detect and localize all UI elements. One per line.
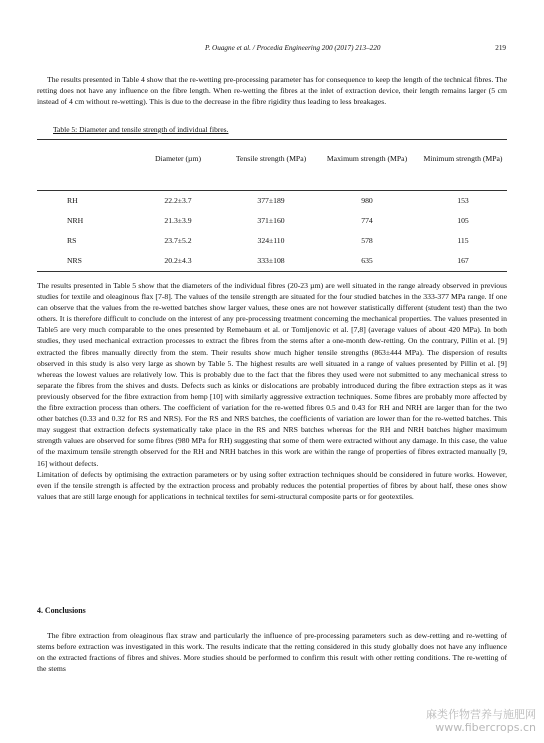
table-cell: 20.2±4.3 — [164, 255, 192, 265]
body-text: Limitation of defects by optimising the extraction parameters or by using softer extraction techniques should be considered in future works. However, even if the tensile strength is affected by the extraction process and probably reduces the potential properties of fibres by about half, these ones show values that are still large enough for applications in technical textiles for semi-structural composite parts or for geotextiles. — [37, 469, 507, 501]
table-rule-bottom — [37, 271, 507, 272]
table-header-cell: Maximum strength (MPa) — [326, 154, 408, 163]
header-citation: P. Ouagne et al. / Procedia Engineering 200 (2017) 213–220 — [205, 44, 381, 52]
table-cell: 774 — [361, 215, 373, 225]
table-header-cell: Diameter (µm) — [154, 154, 202, 163]
table-cell: 23.7±5.2 — [164, 235, 192, 245]
watermark-line: www.fibercrops.cn — [435, 721, 536, 734]
table-cell: NRH — [67, 215, 84, 225]
table-cell: 333±108 — [257, 255, 285, 265]
table-row — [37, 210, 507, 230]
table-cell: 167 — [457, 255, 469, 265]
paragraph-table4-discussion — [37, 74, 507, 107]
table-cell: RH — [67, 195, 78, 205]
table-row — [37, 230, 507, 250]
table-row — [37, 190, 507, 210]
table-header-row — [37, 140, 507, 190]
table-caption: Table 5: Diameter and tensile strength of individual fibres. — [53, 125, 229, 134]
section-heading-conclusions: 4. Conclusions — [37, 606, 86, 615]
table-cell: 980 — [361, 195, 373, 205]
table-header-cell: Tensile strength (MPa) — [235, 154, 307, 163]
site-watermark — [426, 708, 536, 734]
watermark-line: 麻类作物营养与施肥网 — [426, 708, 536, 721]
table-cell: NRS — [67, 255, 82, 265]
table-cell: 324±110 — [257, 235, 285, 245]
paragraph-table5-discussion — [37, 280, 507, 502]
table-row — [37, 250, 507, 270]
table-cell: 153 — [457, 195, 469, 205]
table-cell: 21.3±3.9 — [164, 215, 192, 225]
body-text: The results presented in Table 5 show that the diameters of the individual fibres (20-23 µm) are well situated in the range already observed in previous studies for textile and oleaginous flax [7-8]. The values of the tensile strength are situated for the four studied batches in the 333-377 MPa range. If one can observe that the values from the re-wetted batches show larger values, these ones are not however statistically different (student test) than the two others. It is therefore difficult to conclude on the interest of any pre-processing treatment concerning the mechanical properties. The values presented in Table5 are very much comparable to the ones presented by Remebaum et al. or Tomljenovic et al. [7,8] (average values of about 420 MPa). In both studies, they used mechanical extraction processes to extract the fibres from the stems after a one-month dew-retting. On the contrary, Pillin et al. [9] extracted the fibres manually directly from the stem. Their results show much higher tensile strengths (863±444 MPa). The dispersion of results observed in this study is also very large as shown by Table 5. The highest results are well situated in a range of values presented by Pillin et al. [9] whereas the lowest values are relatively low. This is probably due to the fact that the fibres they used were not submitted to any mechanical stress to separate the fibres from the shives and dusts. Defects such as kinks or dislocations are probably introduced during the fibre extraction steps as it was previously observed for the fibre extraction from hemp [10] with similarly aggressive extraction techniques. Some fibres are probably more affected by the fibre extraction process than others. The coefficient of variation for the re-wetted fibres 0.5 and 0.43 for RH and NRH are larger than for the two other batches (0.33 and 0.32 for RS and NRS). For the RS and NRS batches, the coefficients of variation are lower than for the re-wetted batches. This may suggest that extraction defects systematically take place in the RS and NRS batches whereas for the RH and NRH batches higher maximum strength values are observed for some fibres (980 MPa for RH) suggesting that some of them were extracted without any damage. In this case, the value of the maximum tensile strength observed for the RH and NRH batches in this work are within the range of properties of fibres extracted manually [9, 16] without defects. — [37, 281, 507, 468]
table-header-cell — [37, 140, 129, 190]
page-number: 219 — [495, 44, 506, 52]
paragraph-conclusions — [37, 630, 507, 674]
table-cell: 377±189 — [257, 195, 285, 205]
table-cell: 371±160 — [257, 215, 285, 225]
fibre-properties-table — [37, 140, 507, 270]
body-text: The results presented in Table 4 show that the re-wetting pre-processing parameter has for consequence to keep the length of the technical fibres. The retting does not have any influence on the fibre length. When re-wetting the fibres at the inlet of extraction device, their length remains larger (5 cm instead of 4 cm without re-wetting). This is due to the decrease in the fibre rigidity thus leading to less breakages. — [37, 75, 507, 107]
table-header-cell: Minimum strength (MPa) — [423, 154, 503, 163]
table-cell: 105 — [457, 215, 469, 225]
table-cell: RS — [67, 235, 77, 245]
table-cell: 22.2±3.7 — [164, 195, 192, 205]
table-cell: 578 — [361, 235, 373, 245]
body-text: The fibre extraction from oleaginous flax straw and particularly the influence of pre-processing parameters such as dew-retting and re-wetting of stems before extraction was investigated in this work. The results indicate that the retting considered in this study globally does not have any influence on the extracted fractions of fibres and shives. More studies should be performed to confirm this result with other retting conditions. The re-wetting of the stems — [37, 631, 507, 674]
table-cell: 115 — [457, 235, 469, 245]
table-cell: 635 — [361, 255, 373, 265]
